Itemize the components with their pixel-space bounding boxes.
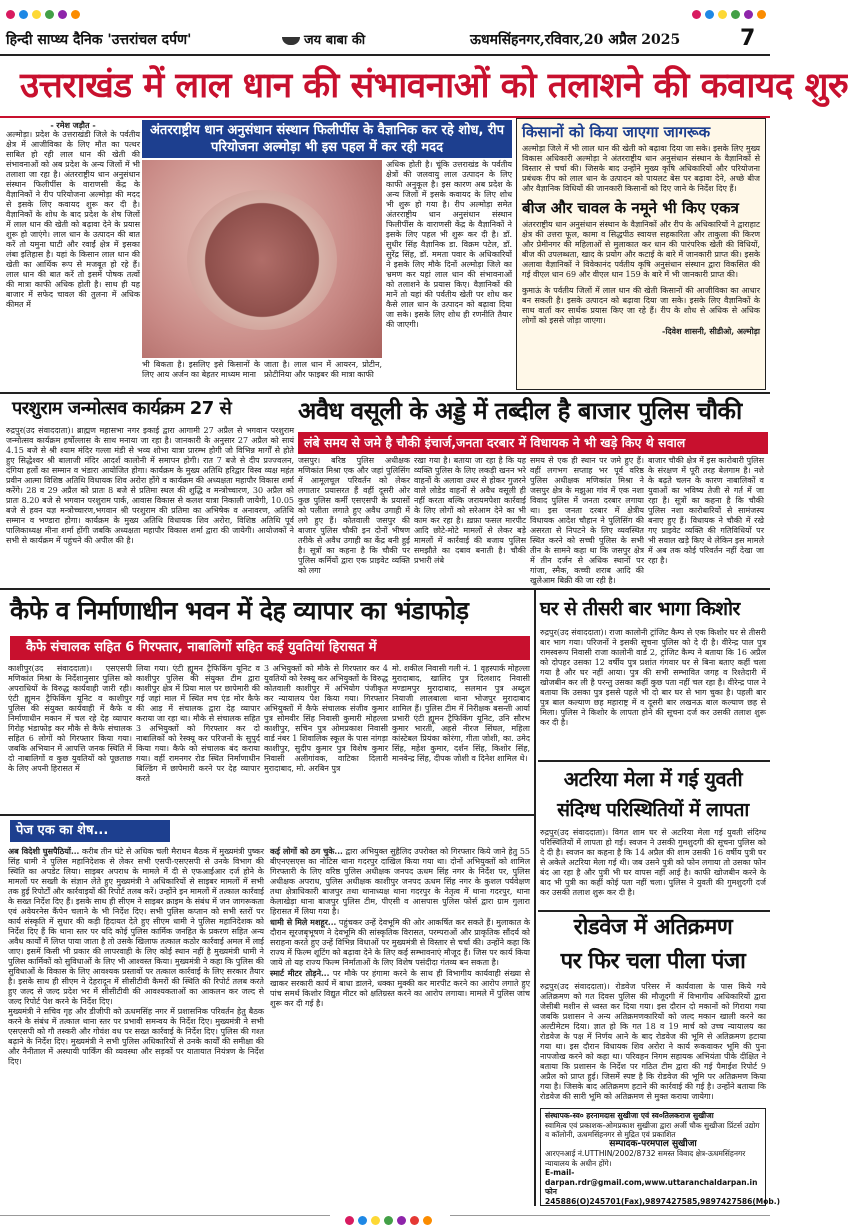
header-slogan: जय बाबा की: [304, 33, 366, 48]
story4-col1: काशीपुर(उद संवाददाता)। एसएसपी मणिकांत मिश्रा के निर्देशानुसार पुलिस को अपराधियों के विरुद्ध कार्यवाही जारी रही। एंटी ह्यूमन ट्रैफिकिंग यूनिट व काशीपुर पुलिस की संयुक्त कार्यवाही में कैफे व निर्माणाधीन मकान में चल रहे देह व्यापार गिरोह भंडाफोड़ कर मौके से कैफे संचालक सहित 6 लोगों को गिरफ्तार किया गया। जबकि अभियान में आपत्ति जनक स्थिति में दो नाबालिगों व कुछ युवतियों को पूछताछ के लिए अपनी हिरासत में: [8, 664, 132, 773]
story6-headline-2: संदिग्ध परिस्थितियों में लापता: [557, 799, 749, 821]
story1-sidebar: [516, 118, 766, 390]
sidebar-sign: -दिवेश शासनी, सीडीओ, अल्मोड़ा: [662, 326, 760, 336]
story3-col3: समय से एक ही स्थान पर जमे हुए हैं। वहीं लगभग सप्ताह भर पूर्व वरिष्ठ पुलिस अधीक्षक मणिकांत मिश्रा ने जसपुर क्षेत्र के मझुआ गांव में एक नशा विवाद पुलिस में जनता दरबार लगाया था। इस जनता दरबार में क्षेत्रीय विधायक आदेश चौहान ने पुलिसिंग की असरता से निपटने के लिए व्यवस्थित स्थित करने को सच्ची पुलिस के सभी तीन के सामने कहा था कि जसपुर क्षेत्र में तीन दर्जन से अधिक स्थानों पर गांजा, स्मैक, कच्ची शराब आदि की खुलेआम बिक्री की जा रही है।: [530, 456, 644, 585]
footer-dots: [330, 1210, 450, 1222]
sidebar-text-samples: अंतरराष्ट्रीय धान अनुसंधान संस्थान के वैज्ञानिकों और रीप के अधिकारियों ने द्वाराहाट क्षेत्र की उत्तरा फूल, कामा व सिद्धपीठ स्वायत्त सहकारिता और ताकुला की किरण और प्रेमीनगर की महिलाओं से मुलाकात कर धान की पारंपरिक खेती की विधियों, बीज की उपलब्धता, खाद के प्रयोग और कटाई के बारे में जानकारी प्राप्त की। इसके अलावा वैज्ञानिकों ने विवेकानंद पर्वतीय कृषि अनुसंधान संस्थान द्वारा विकसित की गई वीएल धान 69 और वीएल धान 159 के बारे में भी जानकारी प्राप्त की।: [522, 220, 760, 279]
story8-para3: द्वारा अभियुक्त सुहैलिद उपरोक्त को गिरफ्तार किये जाने हेतु 55 बीएनएसएस का नोटिस थाना गदरपुर दाखिल किया गया था। दोनों अभियुक्तों को शामिल गिरफ्तारी के लिए वरिष्ठ पुलिस अधीक्षक जनपद ऊधम सिंह नगर के निर्देश पर, पुलिस अधीक्षक अपराध, पुलिस अधीक्षक काशीपुर जनपद ऊधम सिंह नगर के कुशल पर्यवेक्षण तथा क्षेत्राधिकारी बाजपुर तथा थानाध्यक्ष थाना गदरपुर के नेतृत्व में थाना गदरपुर, थाना केलाखेड़ा थाना बाजपुर पुलिस टीम, पीएसी व आसपास पुलिस फोर्स द्वारा ग्राम गुलारा हिरासत में लिया गया है।: [270, 847, 530, 916]
color-dots-left: [6, 4, 156, 16]
story8-para5: पर मौके पर हंगामा करने के साथ ही विभागीय कार्यवाही संख्या से खाकर सरकारी कार्य में बाधा डालने, धक्का मुक्की कर मारपीट करने का आरोप लगाते हुए पांच समर्थ किशोर विद्युत मीटर को क्षतिग्रस्त करने का आरोप लगाया। मामले में पुलिस जांच शुरू कर दी गई है।: [270, 969, 531, 1008]
story6-text: रुद्रपुर(उद संवाददाता)। विगत शाम घर से अटरिया मेला गई युवती संदिग्ध परिस्थितियों में लापता हो गई। स्वजन ने उसकी गुमशुदगी की सूचना पुलिस को दे दी है। स्वजन का कहना है कि 14 अप्रैल की शाम उसकी 16 वर्षीय पुत्री घर से अकेले अटरिया मेला गई थी। जब उसने पुत्री को फोन लगाया तो उसका फोन बंद आ रहा है और पुत्री भी घर वापस नहीं आई है। काफी खोजबीन करने के बाद भी पुत्री का कहीं कोई पता नहीं चला। पुलिस ने युवती की गुमशुदगी दर्ज कर उसकी तलाश शुरू कर दी है।: [540, 828, 766, 897]
story1-headline: उत्तराखंड में लाल धान की संभावनाओं को तलाशने की कवायद शुरु: [20, 66, 848, 106]
rule-3: [538, 760, 770, 762]
story3-banner: लंबे समय से जमे है चौकी इंचार्ज,जनता दरबार में विधायक ने भी खड़े किए थे सवाल: [298, 432, 768, 454]
story6-headline-1: अटरिया मेला में गई युवती: [563, 767, 743, 791]
header-rule: [0, 54, 770, 56]
sidebar-text-awareness: अल्मोड़ा जिले में भी लाल धान की खेती को बढ़ावा दिया जा सके। इसके लिए मुख्य विकास अधिकारी अल्मोड़ा ने अंतरराष्ट्रीय धान अनुसंधान संस्थान के वैज्ञानिकों से विस्तार से चर्चा की। जिसके बाद उन्होंने मुख्य कृषि अधिकारियों और परियोजना प्रबंधक रीप को लाल धान के उत्पादन को पायलट बेस पर बढ़ावा देने, अच्छे बीज और वैज्ञानिक विधियों की जानकारी किसानों को दिए जाने के निर्देश दिए हैं।: [522, 144, 760, 193]
rule-5: [0, 814, 534, 816]
color-dots-right: [640, 4, 770, 16]
story4-col2: लिया गया। एंटी ह्यूमन ट्रैफिकिंग यूनिट व काशीपुर पुलिस की संयुक्त टीम द्वारा काशीपुर क्षेत्र में प्रिया माल पर छापेमारी की गई जहां माल में स्थित मच एंड मोर कैफे की आड़ में संचालक द्वारा देह व्यापार कराया जा रहा था। मौके से संचालक सहित 3 अभियुक्तों को गिरफ्तार कर दो नाबालिकों को रेस्क्यू कर परिजनों के सुपुर्द किया गया। कैफे को संचालक बंद कराया गया। वहीं रामनगर रोड स्थित निर्माणाधीन बिल्डिंग में छापेमारी करने पर देह व्यापार करते: [136, 664, 260, 783]
story8-title: पेज एक का शेष...: [10, 820, 170, 842]
story4-col4: मो. शकील निवासी गली नं. 1 वृहस्पार्क मोहल्ला मुरादाबाद, खालिद पुत्र दिलशाद निवासी मण्डामपुर मुरादाबाद, सलमान पुत्र अब्दुल नियाजी लालबाला थाना भोजपुर मुरादाबाद शामिल हैं। पुलिस टीम में निरीक्षक बसन्ती आर्या प्रभारी एंटी ह्यूमन ट्रैफिकिंग यूनिट, उनि सौरभ कुमार भारती, अहसे नीरज सिंघल, महिला कांस्टेबल प्रियंका कोरंगा, गीता जोशी, का. उमेद सिंह, महेश कुमार, दर्शन सिंह, किशोर सिंह, मानवेन्द्र सिंह, दीपक जोशी व दिनेश शामिल थे।: [392, 664, 530, 763]
sidebar-head-samples: बीज और चावल के नमूने भी किए एकत्र: [522, 199, 739, 217]
red-rice-photo: [142, 160, 382, 358]
story5-headline: घर से तीसरी बार भागा किशोर: [540, 598, 740, 620]
story1-column1: [6, 120, 140, 388]
newspaper-name: हिन्दी साप्ध्य दैनिक 'उत्तरांचल दर्पण': [6, 32, 192, 48]
header-center: [282, 30, 422, 50]
imprint-founders: संस्थापक-स्व० हरनामदास सुखीजा एवं स्व०तिलकराज सुखीजा: [545, 1111, 714, 1120]
story7-headline-2: पर फिर चला पीला पंजा: [560, 949, 746, 974]
story7-headline-1: रोडवेज में अतिक्रमण: [573, 915, 733, 940]
story8-lead1: अब विदेशी घुसपैठियों...: [8, 846, 80, 856]
story3-col2: रखा गया है। बताया जा रहा है कि यह व्यक्ति पुलिस के लिए लकड़ी खनन भरे वाहनों के अलावा उधर से होकर गुजरने वाले लोडेड वाहनों से अवैध वसूली ही नहीं करता बल्कि जरायमपेशा कार्रवाई के लिए लोगों को सरेआम देने का भी काम कर रहा है। ख़फ़ा फसल मारपीट आदि छोटे-मोटे मामलों से लेकर बड़े मामलों में कार्रवाई की बजाय पुलिस समझौते का दबाव बनाती है। चौकी प्रभारी लंबे: [414, 456, 526, 565]
story8-para1: करीब तीन घंटे से अधिक चली मैराथन बैठक में मुख्यमंत्री पुष्कर सिंह धामी ने पुलिस महानिदेशक से लेकर सभी एसपी-एसएसपी से उनके विभाग की स्थिति का अपडेट लिया। साइबर अपराध के मामले में दी से एफआईआर दर्ज होने के मामलों पर सख्ती के संज्ञान लेते हुए मुख्यमंत्री ने अधिकारियों से साइबर मामलों में सभी तक हुई रिपोर्टों और कार्रवाइयों की रिपोर्ट तलब करें। उन्होंने इन मामलों में तत्काल कार्रवाई के सख्त निर्देश दिए हैं। इसके साथ ही सीएम ने साइबर क्राइम के संबंध में जन जागरूकता एवं अवेयरनेस कैंपेन चलाने के भी निर्देश दिए। सभी पुलिस कप्तान को सभी स्तरों पर कार्य संस्कृति में सुधार की कड़ी हिदायत देते हुए सीएम धामी ने पुलिस महानिदेशक को निर्देश दिए हैं कि थाना स्तर पर यदि कोई पुलिस कार्मिक जनहित के प्रकरण सहित अन्य अवैध कार्यों में लिप्त पाया जाता है तो उसके खिलाफ तत्काल कठोर कार्रवाई अमल में लाई जाए। इसमें किसी भी प्रकार की लापरवाही के लिए कोई स्थान नहीं है मुख्यमंत्री धामी ने पुलिस कार्मिकों को सुविधाओं के लिए भी आश्वस्त किया। मुख्यमंत्री ने कहा कि पुलिस की सुविधाओं के विकास के लिए आवश्यक प्रस्तावों पर तत्काल कार्रवाई के लिए सरकार तैयार है। इसके साथ ही सीएम ने देहरादून में सीसीटीवी कैमरों की स्थिति की रिपोर्ट तलब करते हुए जल्द से जल्द प्रदेश भर में सीसीटीवी की आवश्यकताओं का आकलन कर जल्द से जल्द रिपोर्ट पेश करने के निर्देश दिए।: [8, 847, 265, 1006]
story8-lead4: धामी से मिले मशहूर...: [270, 917, 337, 927]
imprint-editor: सम्पादक-परमपाल सुखीजा: [609, 1138, 697, 1149]
story1-col4: अधिक होती है। चूंकि उत्तराखंड के पर्वतीय क्षेत्रों की जलवायु लाल उत्पादन के लिए काफी अनुकूल है। इस कारण अब प्रदेश के अन्य जिलों में इसके कवायद के लिए शोध भी शुरू हो गया है। रीप अल्मोड़ा समेत अंतरराष्ट्रीय धान अनुसंधान संस्थान फिलीपींस के वाराणसी केंद्र के वैज्ञानिकों ने इसके लिए पहल भी शुरू कर दी है। डॉ. सुधीर सिंह वैज्ञानिक डा. विक्रम पटेल, डॉ. सुरेंद्र सिंह, डॉ. ममता पवार के अधिकारियों ने इसके लिए मौके दिनों अल्मोड़ा जिले का भ्रमण कर यहां लाल धान की संभावनाओं को तलाशने के प्रयास किए। वैज्ञानिकों की मानें तो यहां की पर्वतीय खेती पर शोध कर कैसे लाल धान के उत्पादन को बढ़ावा दिया जा सके। इसके लिए शोध ही रणनीति तैयार की जाएगी।: [386, 160, 512, 329]
story1-byline: - रमेश जड़ौत -: [50, 120, 96, 130]
story8-para4: पहुंचकर उन्हें देवभूमि की ओर आकर्षित कर सकते हैं। मुलाकात के दौरान सूरजबृभूषण ने देवभूमि की सांस्कृतिक विरासत, परम्पराओं और प्राकृतिक सौंदर्य को सराहना करते हुए उन्हें विभिन्न विधाओं पर मुख्यमंत्री से विस्तार से चर्चा की। उन्होंने कहा कि राज्य में फिल्म शूटिंग को बढ़ावा देने के लिए कई सम्भावनाएं मौजूद हैं। जिस पर कार्य किया जाये तो यह राज्य फिल्म निर्माताओं के लिए विशेष पसंदीदा गंतव्य बन सकता है।: [270, 918, 530, 967]
story2-text: रुद्रपुर(उद संवाददाता)। ब्राह्मण महासभा नगर इकाई द्वारा आगामी 27 अप्रैल से भगवान परशुराम जन्मोत्सव कार्यक्रम हर्षोल्लास के साथ मनाया जा रहा है। जानकारी के अनुसार 27 अप्रैल को सायं 4.15 बजे से श्री श्याम मंदिर गल्ला मंडी से भव्य शोभा यात्रा प्रारम्भ होगी जो विभिन्न मार्गों से होते हुए सिद्धेश्वर श्री बालाजी मंदिर आदर्श कालोनी में समापन होगी। रात 7 बजे से दीप प्रज्ज्वलन, दंगिया हलों का सम्मान व भंडारा आयोजित होगा। कार्यक्रम के मुख्य अतिथि हरिद्वार विस्व व्यक्ष महंत प्रवीन आत्मा विशिष्ठ अतिथि विधायक शिव अरोरा होंगे व कार्यक्रम की अध्यक्षता महापौर विकास शर्मा करेंगे। 28 व 29 अप्रैल को प्रातः 8 बजे से प्रतिमा स्थल की शुद्धि व मन्त्रोच्चारण, 30 अप्रैल को प्रातः 8.20 बजे से भगवान परशुराम पार्क, आवास विकास से कलश यात्रा निकाली जायेगी, 10.05 बजे से हवन यज्ञ मन्त्रोच्चारण,भगवान श्री परशुराम की प्रतिमा का अभिषेक व अनावरण, अतिथि सम्मान व भण्डारा होगा। कार्यक्रम के मुख्य अतिथि विधायक शिव अरोरा, विशिष्ठ अतिथि पूर्व पालिकाध्यक्ष मीना शर्मा होंगी जबकि अध्यक्षता महापौर विकास शर्मा द्वारा की जायेगी। आयोजकों ने सभी से कार्यक्रम में पहुंचने की अपील की है।: [6, 426, 294, 545]
story2-headline: परशुराम जन्मोत्सव कार्यक्रम 27 से: [12, 398, 232, 419]
story1-col3-bottom: जाता है। लाल धान में आयरन, प्रोटीन, फ्रोटीनिया और फाइबर की मात्रा काफी: [264, 360, 382, 379]
story1-col1-text: अल्मोड़ा। प्रदेश के उत्तराखंडी जिले के पर्वतीय क्षेत्र में आजीविका के लिए मौत का पत्थर साबित हो रही लाल धान की खेती की संभावनाओं को अब प्रदेश के अन्य जिलों में भी तलाशा जा रहा है। अंतरराष्ट्रीय धान अनुसंधान संस्थान फिलीपींस के वाराणसी केंद्र के वैज्ञानिकों ने रीप परियोजना अल्मोड़ा की मदद से इसके लिए कवायद शुरू कर दी है। वैज्ञानिकों के शोध के बाद प्रदेश के शेष जिलों में लाल धान की खेती को बढ़ावा देने के प्रयास शुरू हो जाएंगे। लाल धान के उत्पादन की बात करें तो यमुना घाटी और रवाईं क्षेत्र में इसका लंबा इतिहास है। यहां के किसान लाल धान की खेती का आर्थिक रूप से मजबूत हो रहे हैं। लाल धान की बात करें तो इसमें पोषक तत्वों की मात्रा काफी अधिक होती है। साथ ही यह बाजार में सफेद चावल की तुलना में अधिक कीमत में: [6, 130, 140, 309]
story3-headline: अवैध वसूली के अड्डे में तब्दील है बाजार पुलिस चौकी: [298, 397, 742, 425]
footer-color-strip: [0, 1208, 770, 1224]
story7-text: रुद्रपुर(उद संवाददाता)। रोडवेज परिसर में कार्यवाला के पास किये गये अतिक्रमण को गत दिवस पुलिस की मौजूदगी में विभागीय अधिकारियों द्वारा जेसीबी मशीन से ध्वस्त कर दिया गया। इस दौरान दो मकानों को गिराया गया जबकि प्रशासन ने अन्य अतिक्रमणकारियों को जल्द मकान खाली करने का अल्टीमेटम दिया। ज्ञात हो कि गत 18 व 19 मार्च को उच्च न्यायालय का रोडवेज के पक्ष में निर्णय आने के बाद रोडवेज की भूमि से अतिक्रमण हटाया गया था। इस दौरान विधायक शिव अरोरा ने कार्य रूकवाकर भूमि की पुनः नापजोख करने को कहा था। परिवहन निगम सहायक अभियंता पीके दीक्षित ने बताया कि प्रशासन के निर्देश पर गठित टीम द्वारा की गई पैमाईश रिपोर्ट 9 अप्रैल को प्राप्त हुई। जिसमें स्पष्ट है कि रोडवेज की भूमि पर अतिक्रमण किया गया है। जिसके बाद अतिक्रमण हटाने की कार्रवाई की गई है। उन्होंने बताया कि रोडवेज की सारी भूमि को अतिक्रमण से मुक्त कराया जायेगा।: [540, 982, 766, 1101]
story8-lead3: कई लोगों को ठग चुके...: [270, 846, 343, 856]
boat-icon: [282, 37, 300, 45]
imprint-rni: आरएनआई नं.UTTHIN/2002/8732 समस्त विवाद क्षेत्र-ऊधमसिंहनगर न्यायालय के अधीन होंगे।: [545, 1149, 746, 1168]
right-column-rule: [534, 590, 536, 1206]
issue-date: ऊधमसिंहनगर,रविवार,20 अप्रैल 2025: [470, 32, 681, 48]
story1-col2-bottom: भी बिकता है। इसलिए इसे किसानों के लिए आय अर्जन का बेहतर माध्यम माना: [142, 360, 260, 379]
imprint-email: E-mail-darpan.rdr@gmail.com,www.uttaranchaldarpan.in: [545, 1168, 758, 1187]
story8-right: [270, 846, 530, 1206]
story4-col3: 3 अभियुक्तों को मौके से गिरफ्तार कर 4 युवतियों को रेस्क्यू कर अभियुक्तों के विरुद्ध कोतवाली काशीपुर में अभियोग पंजीकृत कर न्यायालय पेश किया गया। गिरफ्तार अभियुक्तों में कैफे संचालक संजीव कुमार पुत्र सोमवीर सिंह निवासी कुमारी मोहल्ला काशीपुर, सचिन पुत्र ओमप्रकाश निवासी वार्ड नंबर 1 शिवालिक स्कूल के पास नांगड़ा काशीपुर, सुदीप कुमार पुत्र विशेष कुमार निवासी अलीगांवक, वाटिका दिलारी मुरादाबाद, मो. अरबिन पुत्र: [264, 664, 388, 773]
sidebar-quote: कुमाऊं के पर्वतीय जिलों में लाल धान की खेती किसानों की आजीविका का आधार बन सकती है। इसके उत्पादन को बढ़ावा दिया जा सके। इसके लिए वैज्ञानिकों के साथ वार्ता कर सार्थक प्रयास किए जा रहे हैं। रीप के शोध से अधिक से अधिक लोगों को इससे जोड़ा जाएगा।: [522, 286, 760, 325]
imprint-phone: फोन 245886(O)245701(Fax),9897427585,9897427586(Mob.): [545, 1187, 781, 1206]
rice-bowl: [187, 190, 337, 330]
story5-text: रुद्रपुर(उद संवाददाता)। राजा कालोनी ट्रांजिट कैम्प से एक किशोर घर से तीसरी बार भाग गया। परिजनों ने इसकी सूचना पुलिस को दे दी है। वीरेन्द्र पाल पुत्र रामस्वरूप निवासी राजा कालोनी वार्ड 2, ट्रांजिट कैम्प ने बताया कि 16 अप्रैल को दोपहर उसका 12 वर्षीय पुत्र प्रशांत गंगवार घर से बिना बताए कहीं चला गया है और घर नहीं आया। पुत्र की सभी सम्भावित जगह व रिश्तेदारी में खोजबीन कर ली है परन्तु उसका कहीं कुछ पता नहीं चल रहा है। वीरेन्द्र पाल ने बताया कि उसका पुत्र इससे पहले भी दो बार घर से भाग चुका है। पहली बार पुत्र बाल कल्याण छह महाराष्ट्र में व दूसरी बार लखनऊ बाल कल्याण छह से मिला। पुलिस ने किशोर के लापता होने की सूचना दर्ज कर उसकी तलाश शुरू कर दी है।: [540, 628, 766, 727]
masthead: [0, 0, 770, 60]
story4-headline: कैफे व निर्माणाधीन भवन में देह व्यापार का भंडाफोड़: [10, 596, 469, 625]
story4-banner: कैफे संचालक सहित 6 गिरफ्तार, नाबालिगों सहित कई युवतियां हिरासत में: [10, 636, 530, 660]
page-number: 7: [740, 26, 756, 51]
story8-lead5: स्मार्ट मीटर तोड़ने...: [270, 968, 330, 978]
story8-para2: मुख्यमंत्री ने सचिव गृह और डीजीपी को ऊधमसिंह नगर में प्रशासनिक परिवर्तन हेतु बैठक करने के संबंध में तत्काल थाना स्तर पर प्रभावी समन्वय के निर्देश दिए। मुख्यमंत्री ने सभी एसएसपी को गौ तस्करी और गोवंश वध पर सख्त कार्रवाई के निर्देश दिए। पुलिस की गश्त बढ़ाने के निर्देश दिए। मुख्यमंत्री ने सभी पुलिस अधिकारियों से उनके कार्यों की समीक्षा की और नैनीताल में अस्थायी पार्किंग की व्यवस्था और सड़कों पर यातायात नियंत्रण के निर्देश दिए।: [8, 1007, 264, 1066]
imprint-publisher: स्वामित्व एवं प्रकाशक-ओमप्रकाश सुखीजा द्वारा अर्जी चौक सुखीजा प्रिंटर्स उद्योग व कॉलोनी, ऊधमसिंहनगर से मुद्रित एवं प्रकाशित: [545, 1120, 760, 1139]
story3-col4: बाजार चौकी क्षेत्र में इस कारोबारी पुलिस के संरक्षण में पूरी तरह बेलगाम है। नशे के बढ़ते चलन के कारण नाबालिकों व युवाओं का भविष्य तेजी से गर्त में जा रहा है। सूत्रों का कहना है कि चौकी पुलिस नशा कारोबारियों से सामंजस्य बनाए हुए हैं। विधायक ने चौकी में रखे गए प्राइवेट व्यक्ति की गतिविधियों पर भी सवाल खड़े किए थे लेकिन इस मामले में अब तक कोई परिवर्तन नहीं देखा जा रहा है।: [648, 456, 764, 565]
story8-left: [8, 846, 264, 1206]
story1-banner: अंतरराष्ट्रीय धान अनुसंधान संस्थान फिलीपींस के वैज्ञानिक कर रहे शोध, रीप परियोजना अल्मोड़ा भी इस पहल में कर रही मदद: [142, 120, 512, 158]
imprint-box: [540, 1108, 781, 1206]
story3-col1: जसपुर। बरिष्ठ पुलिस अधीक्षक मणिकांत मिश्रा एक और जहां पुलिसिंग में आमूलचूल परिवर्तन को लेकर लगातार प्रयासरत हैं वहीं दूसरी ओर कुछ पुलिस कर्मी एसएसपी के प्रयासों को पलीता लगाते हुए अवैध उगाही में लगे हुए हैं। कोतवाली जसपुर की बाजार पुलिस चौकी इन दोनों भीषण तरीके से अवैध उगाही का केंद्र बनी हुई है। सूत्रों का कहना है कि चौकी पर पुलिस कर्मियों द्वारा एक प्राइवेट व्यक्ति को लगा: [298, 456, 410, 575]
sidebar-head-awareness: किसानों को किया जाएगा जागरूक: [522, 123, 711, 141]
